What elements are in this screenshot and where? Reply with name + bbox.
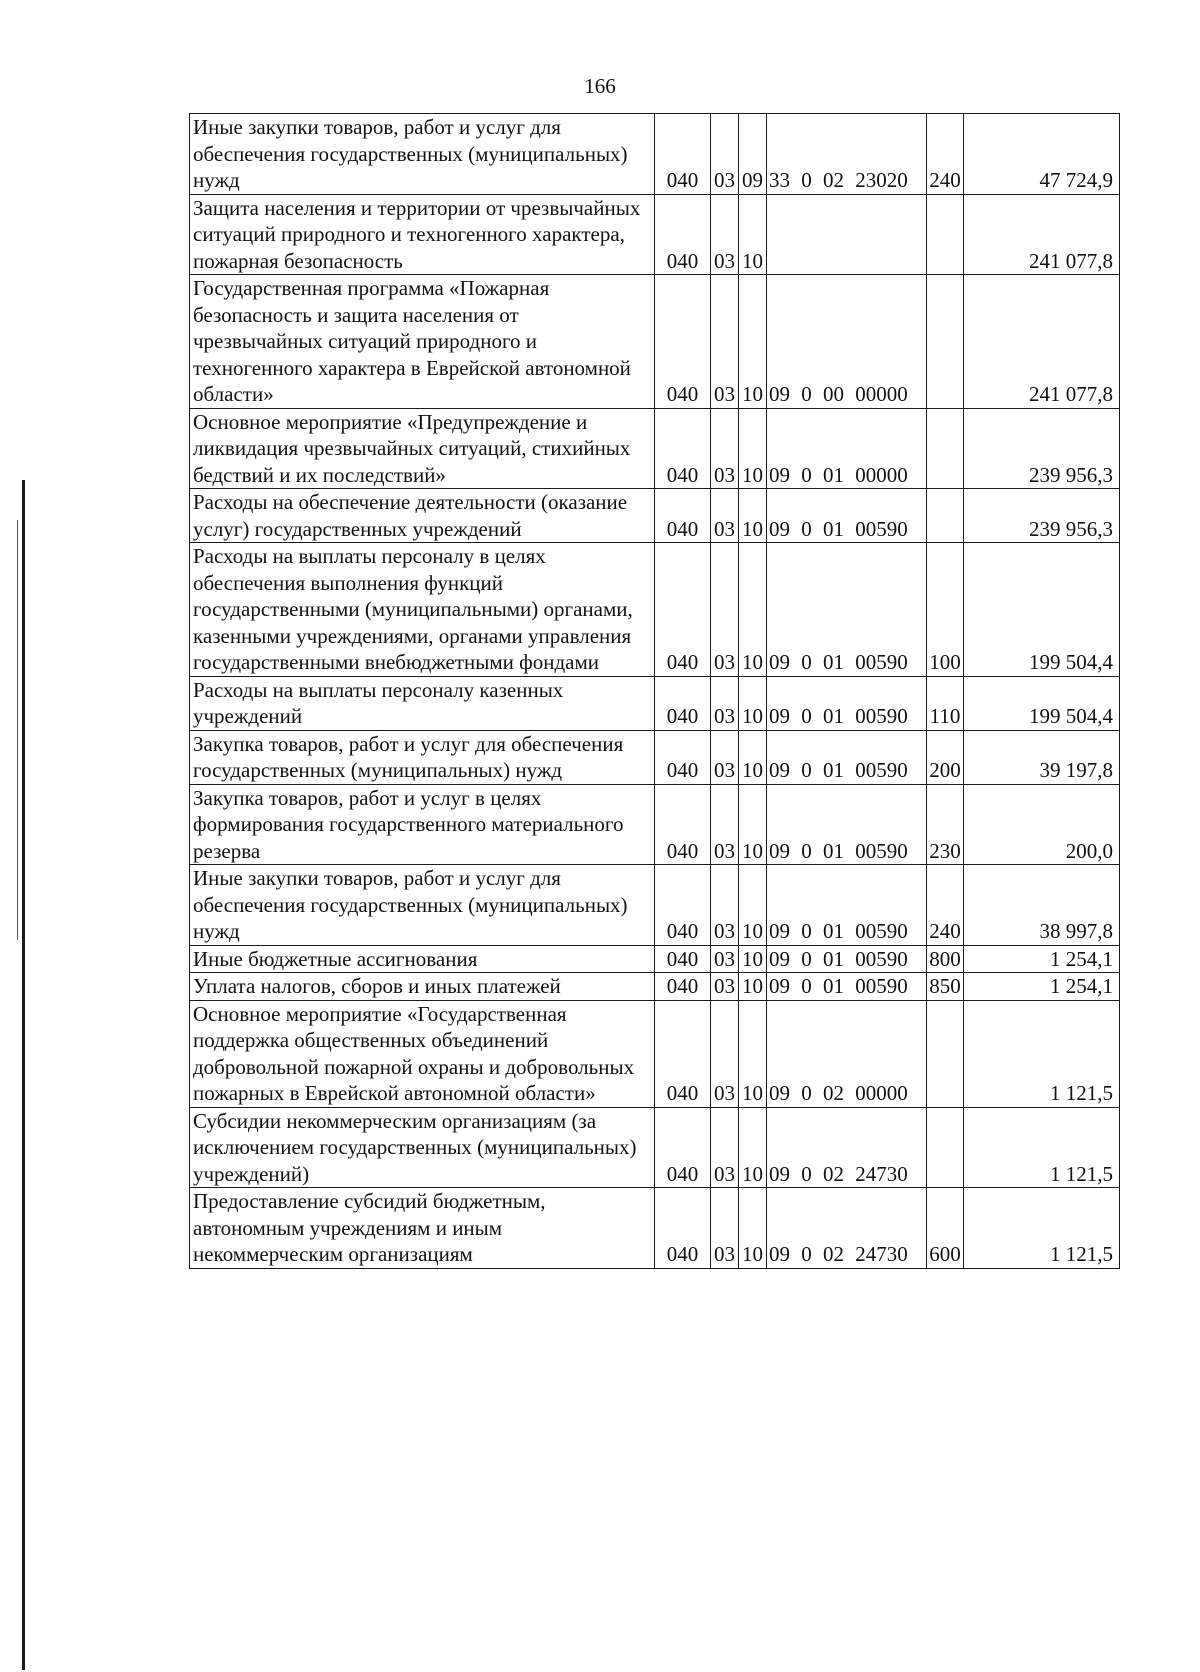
section-code-cell: 03 [711,114,739,195]
row-name-cell: Основное мероприятие «Государственная поддержка общественных объединений добровольной пожарной охраны и добровольных пожарных в Еврейской автономной области» [190,1000,655,1107]
row-name-cell: Предоставление субсидий бюджетным, автономным учреждениям и иным некоммерческим организациям [190,1188,655,1269]
amount-cell: 241 077,8 [964,194,1120,275]
amount-cell: 200,0 [964,784,1120,865]
grbs-code-cell: 040 [655,865,711,946]
row-name-cell: Иные закупки товаров, работ и услуг для обеспечения государственных (муниципальных) нужд [190,114,655,195]
target-article-cell: 09 0 01 00590 [767,489,927,543]
expense-type-cell [927,194,964,275]
grbs-code-cell: 040 [655,1188,711,1269]
subsection-code-cell: 10 [739,973,767,1001]
row-name-cell: Государственная программа «Пожарная безопасность и защита населения от чрезвычайных ситуаций природного и техногенного характера в Еврейской автономной области» [190,275,655,409]
grbs-code-cell: 040 [655,973,711,1001]
subsection-code-cell: 10 [739,489,767,543]
expense-type-cell: 850 [927,973,964,1001]
section-code-cell: 03 [711,784,739,865]
subsection-code-cell: 09 [739,114,767,195]
row-name-cell: Субсидии некоммерческим организациям (за исключением государственных (муниципальных) учреждений) [190,1107,655,1188]
amount-cell: 39 197,8 [964,730,1120,784]
grbs-code-cell: 040 [655,275,711,409]
expense-type-cell [927,1000,964,1107]
target-article-cell: 09 0 01 00590 [767,543,927,677]
expense-type-cell [927,1107,964,1188]
section-code-cell: 03 [711,194,739,275]
amount-cell: 239 956,3 [964,489,1120,543]
subsection-code-cell: 10 [739,275,767,409]
subsection-code-cell: 10 [739,1000,767,1107]
expense-type-cell: 100 [927,543,964,677]
section-code-cell: 03 [711,1000,739,1107]
section-code-cell: 03 [711,945,739,973]
section-code-cell: 03 [711,676,739,730]
expense-type-cell [927,275,964,409]
subsection-code-cell: 10 [739,784,767,865]
table-row [190,865,1120,946]
expense-type-cell: 200 [927,730,964,784]
grbs-code-cell: 040 [655,784,711,865]
grbs-code-cell: 040 [655,543,711,677]
subsection-code-cell: 10 [739,408,767,489]
amount-cell: 1 254,1 [964,973,1120,1001]
target-article-cell: 09 0 01 00590 [767,784,927,865]
subsection-code-cell: 10 [739,1107,767,1188]
expense-type-cell: 800 [927,945,964,973]
amount-cell: 199 504,4 [964,676,1120,730]
grbs-code-cell: 040 [655,730,711,784]
target-article-cell: 09 0 01 00590 [767,676,927,730]
table-row [190,408,1120,489]
budget-table [189,113,1120,1269]
row-name-cell: Закупка товаров, работ и услуг для обеспечения государственных (муниципальных) нужд [190,730,655,784]
grbs-code-cell: 040 [655,1000,711,1107]
section-code-cell: 03 [711,275,739,409]
target-article-cell: 33 0 02 23020 [767,114,927,195]
grbs-code-cell: 040 [655,676,711,730]
table-row [190,945,1120,973]
table-row [190,1000,1120,1107]
amount-cell: 239 956,3 [964,408,1120,489]
subsection-code-cell: 10 [739,730,767,784]
table-row [190,275,1120,409]
subsection-code-cell: 10 [739,194,767,275]
scan-edge-mark [22,480,25,1670]
page-number: 166 [584,74,616,98]
amount-cell: 38 997,8 [964,865,1120,946]
section-code-cell: 03 [711,543,739,677]
amount-cell: 199 504,4 [964,543,1120,677]
subsection-code-cell: 10 [739,865,767,946]
target-article-cell: 09 0 01 00590 [767,945,927,973]
table-body [190,114,1120,1269]
grbs-code-cell: 040 [655,489,711,543]
section-code-cell: 03 [711,1107,739,1188]
grbs-code-cell: 040 [655,408,711,489]
section-code-cell: 03 [711,730,739,784]
row-name-cell: Уплата налогов, сборов и иных платежей [190,973,655,1001]
target-article-cell: 09 0 02 24730 [767,1188,927,1269]
amount-cell: 241 077,8 [964,275,1120,409]
table-row [190,730,1120,784]
row-name-cell: Иные бюджетные ассигнования [190,945,655,973]
table-row [190,784,1120,865]
target-article-cell: 09 0 01 00590 [767,865,927,946]
amount-cell: 1 121,5 [964,1000,1120,1107]
subsection-code-cell: 10 [739,945,767,973]
expense-type-cell [927,489,964,543]
row-name-cell: Расходы на обеспечение деятельности (оказание услуг) государственных учреждений [190,489,655,543]
target-article-cell [767,194,927,275]
expense-type-cell: 110 [927,676,964,730]
table-row [190,194,1120,275]
section-code-cell: 03 [711,865,739,946]
target-article-cell: 09 0 01 00590 [767,730,927,784]
expense-type-cell: 600 [927,1188,964,1269]
scan-edge-mark-thin [17,520,18,940]
amount-cell: 1 121,5 [964,1107,1120,1188]
row-name-cell: Расходы на выплаты персоналу казенных учреждений [190,676,655,730]
amount-cell: 1 254,1 [964,945,1120,973]
expense-type-cell [927,408,964,489]
expense-type-cell: 240 [927,114,964,195]
subsection-code-cell: 10 [739,1188,767,1269]
amount-cell: 47 724,9 [964,114,1120,195]
grbs-code-cell: 040 [655,114,711,195]
section-code-cell: 03 [711,489,739,543]
target-article-cell: 09 0 01 00590 [767,973,927,1001]
grbs-code-cell: 040 [655,194,711,275]
table-row [190,489,1120,543]
row-name-cell: Закупка товаров, работ и услуг в целях формирования государственного материального резерва [190,784,655,865]
subsection-code-cell: 10 [739,543,767,677]
row-name-cell: Иные закупки товаров, работ и услуг для обеспечения государственных (муниципальных) нужд [190,865,655,946]
subsection-code-cell: 10 [739,676,767,730]
expense-type-cell: 230 [927,784,964,865]
table-row [190,1188,1120,1269]
grbs-code-cell: 040 [655,945,711,973]
table-row [190,676,1120,730]
target-article-cell: 09 0 00 00000 [767,275,927,409]
row-name-cell: Защита населения и территории от чрезвычайных ситуаций природного и техногенного характера, пожарная безопасность [190,194,655,275]
table-row [190,973,1120,1001]
table-row [190,114,1120,195]
grbs-code-cell: 040 [655,1107,711,1188]
section-code-cell: 03 [711,408,739,489]
section-code-cell: 03 [711,1188,739,1269]
row-name-cell: Расходы на выплаты персоналу в целях обеспечения выполнения функций государственными (муниципальными) органами, казенными учреждениями, органами управления государственными внебюджетными фондами [190,543,655,677]
expense-type-cell: 240 [927,865,964,946]
table-row [190,543,1120,677]
target-article-cell: 09 0 02 00000 [767,1000,927,1107]
target-article-cell: 09 0 02 24730 [767,1107,927,1188]
row-name-cell: Основное мероприятие «Предупреждение и ликвидация чрезвычайных ситуаций, стихийных бедствий и их последствий» [190,408,655,489]
table-row [190,1107,1120,1188]
target-article-cell: 09 0 01 00000 [767,408,927,489]
section-code-cell: 03 [711,973,739,1001]
amount-cell: 1 121,5 [964,1188,1120,1269]
